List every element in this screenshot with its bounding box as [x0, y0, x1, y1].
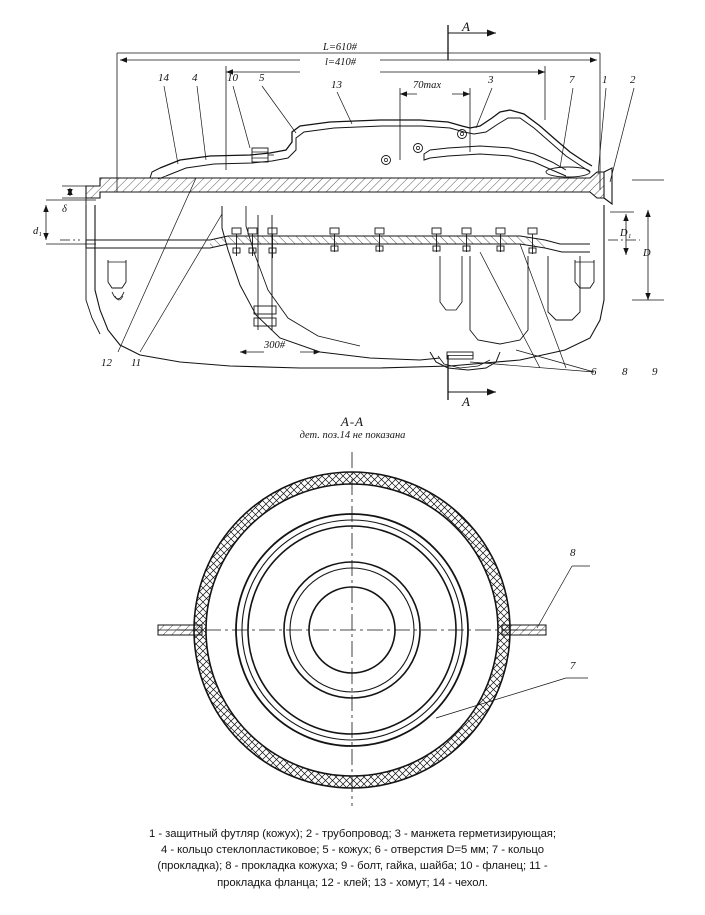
- legend-line-4: прокладка фланца; 12 - клей; 13 - хомут; 14 - чехол.: [217, 876, 488, 889]
- callout-4: 4: [192, 72, 198, 84]
- dim-length-300: 300#: [264, 340, 285, 351]
- callout-5: 5: [259, 72, 265, 84]
- callout-10: 10: [227, 72, 238, 84]
- callout-14: 14: [158, 72, 169, 84]
- dim-gap-max: 70max: [413, 80, 441, 91]
- dim-D: D: [643, 248, 651, 259]
- section-callout-7: 7: [570, 660, 576, 672]
- callout-9: 9: [652, 366, 658, 378]
- callout-2: 2: [630, 74, 636, 86]
- dim-D1: D₁: [620, 228, 632, 239]
- callout-3: 3: [488, 74, 494, 86]
- callout-13: 13: [331, 79, 342, 91]
- callout-11: 11: [131, 357, 142, 369]
- callout-6: 6: [591, 366, 597, 378]
- section-mark-a-bottom: А: [462, 394, 470, 409]
- callout-12: 12: [101, 357, 112, 369]
- callout-1: 1: [602, 74, 608, 86]
- dim-length-total: L=610#: [323, 42, 357, 53]
- section-mark-a-top: А: [462, 19, 470, 34]
- section-note: дет. поз.14 не показана: [299, 430, 406, 441]
- callout-7: 7: [569, 74, 575, 86]
- section-title: А-А: [340, 414, 365, 429]
- section-callout-8: 8: [570, 547, 576, 559]
- legend-block: [0, 826, 705, 891]
- legend-line-3: (прокладка); 8 - прокладка кожуха; 9 - болт, гайка, шайба; 10 - фланец; 11 -: [157, 860, 548, 873]
- callout-8: 8: [622, 366, 628, 378]
- dim-d1: d₁: [33, 226, 42, 237]
- legend-line-2: 4 - кольцо стеклопластиковое; 5 - кожух; 6 - отверстия D=5 мм; 7 - кольцо: [161, 844, 544, 857]
- dim-delta: δ: [62, 204, 67, 215]
- dim-length-inner: l=410#: [325, 57, 357, 68]
- section-aa-view: [158, 452, 590, 806]
- legend-line-1: 1 - защитный футляр (кожух); 2 - трубопровод; 3 - манжета герметизирующая;: [149, 828, 556, 840]
